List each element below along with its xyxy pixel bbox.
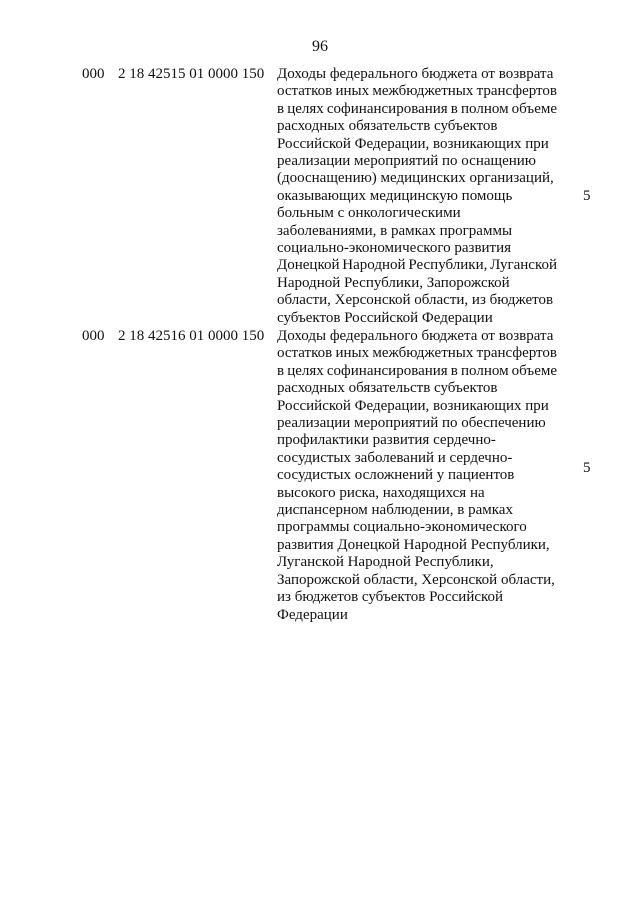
- description-line: Народной Республики, Запорожской: [277, 274, 510, 291]
- admin-code: 000: [82, 66, 105, 82]
- description-line: реализации мероприятий по обеспечению: [277, 415, 546, 432]
- description-line: диспансерном наблюдении, в рамках: [277, 502, 513, 519]
- distribution-norm: 5: [583, 460, 591, 476]
- description-line: Российской Федерации, возникающих при: [277, 135, 549, 152]
- description-line: программы социально-экономического: [277, 519, 527, 536]
- description-line: области, Херсонской области, из бюджетов: [277, 292, 554, 309]
- description-line: Российской Федерации, возникающих при: [277, 397, 549, 414]
- description-line: остатков иных межбюджетных трансфертов: [277, 83, 557, 100]
- description-line: заболеваниями, в рамках программы: [277, 222, 513, 239]
- revenue-description: [277, 328, 557, 624]
- description-line: Донецкой Народной Республики, Луганской: [277, 257, 557, 274]
- description-line: высокого риска, находящихся на: [277, 484, 485, 501]
- description-line: развития Донецкой Народной Республики,: [277, 536, 550, 553]
- description-line: больным с онкологическими: [277, 205, 461, 222]
- description-line: расходных обязательств субъектов: [277, 380, 498, 397]
- description-line: Доходы федерального бюджета от возврата: [277, 66, 554, 82]
- classification-code: 2 18 42516 01 0000 150: [118, 328, 265, 344]
- description-line: в целях софинансирования в полном объеме: [277, 362, 557, 379]
- classification-code: 2 18 42515 01 0000 150: [118, 66, 265, 82]
- description-line: расходных обязательств субъектов: [277, 118, 498, 135]
- description-line: оказывающих медицинскую помощь: [277, 187, 513, 204]
- description-line: в целях софинансирования в полном объеме: [277, 100, 557, 117]
- description-line: Федерации: [277, 606, 348, 623]
- description-line: Доходы федерального бюджета от возврата: [277, 328, 554, 344]
- description-line: профилактики развития сердечно-: [277, 432, 496, 449]
- description-line: из бюджетов субъектов Российской: [277, 589, 504, 606]
- description-line: сосудистых заболеваний и сердечно-: [277, 449, 513, 466]
- description-line: (дооснащению) медицинских организаций,: [277, 170, 554, 187]
- description-line: Луганской Народной Республики,: [277, 554, 494, 571]
- revenue-description: [277, 66, 557, 327]
- description-line: остатков иных межбюджетных трансфертов: [277, 345, 557, 362]
- description-line: сосудистых осложнений у пациентов: [277, 467, 515, 484]
- description-line: Запорожской области, Херсонской области,: [277, 571, 555, 588]
- distribution-norm: 5: [583, 188, 591, 204]
- description-line: реализации мероприятий по оснащению: [277, 153, 536, 170]
- description-line: социально-экономического развития: [277, 240, 512, 257]
- page-number: 96: [312, 38, 328, 55]
- description-line: субъектов Российской Федерации: [277, 309, 493, 326]
- admin-code: 000: [82, 328, 105, 344]
